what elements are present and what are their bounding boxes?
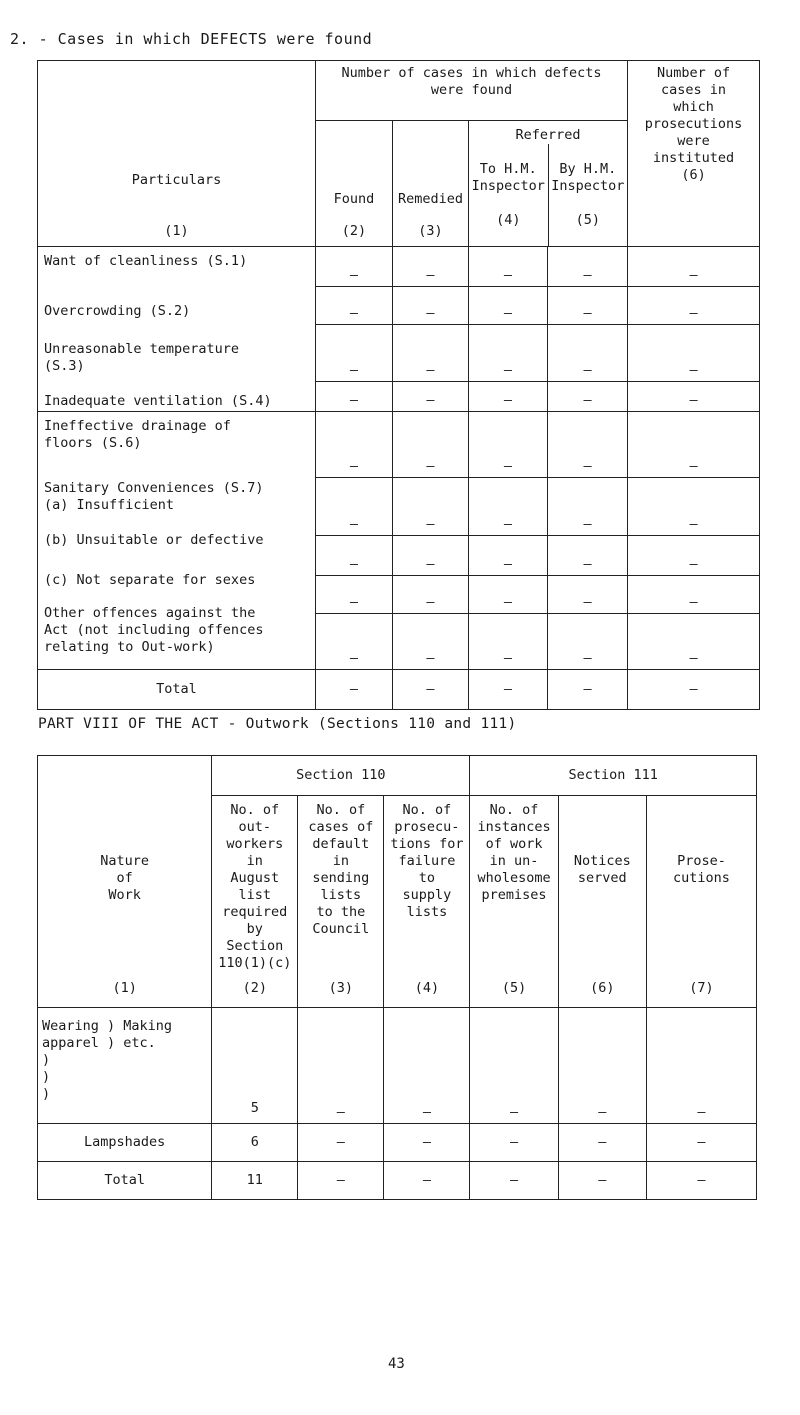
- dash-cell: –: [558, 1124, 646, 1162]
- nature-header-top: [38, 756, 212, 796]
- dash-cell: –: [548, 670, 628, 710]
- dash-cell: –: [316, 287, 393, 325]
- outwork-table: [37, 755, 757, 1200]
- dash-cell: –: [469, 576, 548, 614]
- dash-cell: –: [393, 670, 469, 710]
- dash-cell: –: [316, 412, 393, 478]
- particulars-group-2: Ineffective drainage of floors (S.6) Sanitary Conveniences (S.7) (a) Insufficient (b) Unsuitable or defective (c) Not separate for sexes Other offences against the Act (not including offences relating to Out-work): [38, 412, 316, 670]
- dash-cell: –: [393, 478, 469, 536]
- dash-cell: –: [558, 1162, 646, 1200]
- referred-header: Referred To H.M. Inspector (4) By H.M. Inspector (5): [469, 121, 628, 247]
- dash-cell: –: [316, 536, 393, 576]
- dash-cell: –: [469, 325, 548, 382]
- dash-cell: –: [646, 1162, 756, 1200]
- dash-cell: –: [469, 614, 548, 670]
- dash-cell: –: [628, 325, 760, 382]
- dash-cell: –: [393, 412, 469, 478]
- dash-cell: –: [393, 614, 469, 670]
- dash-cell: –: [393, 247, 469, 287]
- dash-cell: –: [298, 1124, 384, 1162]
- dash-cell: –: [469, 536, 548, 576]
- dash-cell: –: [469, 412, 548, 478]
- dash-cell: –: [628, 536, 760, 576]
- prosecutions-110-header: No. of prosecu- tions for failure to supply lists (4): [384, 796, 470, 1008]
- dash-cell: –: [470, 1008, 558, 1124]
- section-110-header: Section 110: [212, 756, 470, 796]
- dash-cell: –: [316, 247, 393, 287]
- nature-of-work-header: Nature of Work (1): [38, 796, 212, 1008]
- defects-table: [37, 60, 760, 710]
- prosecutions-header: Number of cases in which prosecutions were instituted (6): [628, 61, 760, 247]
- dash-cell: –: [393, 325, 469, 382]
- dash-cell: –: [469, 287, 548, 325]
- part-heading: PART VIII OF THE ACT - Outwork (Sections 110 and 111): [38, 716, 517, 732]
- to-inspector-header: To H.M. Inspector (4): [469, 144, 549, 246]
- unwholesome-premises-header: No. of instances of work in un- wholesome premises (5): [470, 796, 558, 1008]
- default-cases-header: No. of cases of default in sending lists to the Council (3): [298, 796, 384, 1008]
- dash-cell: –: [646, 1124, 756, 1162]
- dash-cell: –: [628, 382, 760, 412]
- dash-cell: –: [628, 614, 760, 670]
- dash-cell: –: [384, 1124, 470, 1162]
- by-inspector-header: By H.M. Inspector (5): [551, 161, 625, 228]
- total-value: 11: [212, 1162, 298, 1200]
- dash-cell: –: [298, 1008, 384, 1124]
- lampshades-label: Lampshades: [38, 1124, 212, 1162]
- dash-cell: –: [316, 478, 393, 536]
- value-cell: 5: [212, 1008, 298, 1124]
- page-number: 43: [388, 1356, 405, 1372]
- dash-cell: –: [470, 1162, 558, 1200]
- dash-cell: –: [628, 478, 760, 536]
- wearing-apparel-label: Wearing ) Making apparel ) etc. ) ) ): [38, 1008, 212, 1124]
- dash-cell: –: [316, 325, 393, 382]
- remedied-header: Remedied (3): [393, 121, 469, 247]
- dash-cell: –: [316, 614, 393, 670]
- dash-cell: –: [384, 1162, 470, 1200]
- defects-group-header: Number of cases in which defects were found: [316, 61, 628, 121]
- dash-cell: –: [469, 670, 548, 710]
- dash-cell: –: [470, 1124, 558, 1162]
- dash-cell: –: [393, 576, 469, 614]
- dash-cell: –: [646, 1008, 756, 1124]
- dash-cell: –: [548, 536, 628, 576]
- dash-cell: –: [548, 287, 628, 325]
- dash-cell: –: [469, 382, 548, 412]
- total-label: Total: [38, 670, 316, 710]
- dash-cell: –: [393, 382, 469, 412]
- total-label: Total: [38, 1162, 212, 1200]
- particulars-header: Particulars (1): [38, 61, 316, 247]
- dash-cell: –: [393, 287, 469, 325]
- notices-served-header: Notices served (6): [558, 796, 646, 1008]
- dash-cell: –: [548, 325, 628, 382]
- prosecutions-111-header: Prose- cutions (7): [646, 796, 756, 1008]
- section-111-header: Section 111: [470, 756, 757, 796]
- dash-cell: –: [316, 576, 393, 614]
- found-header: Found (2): [316, 121, 393, 247]
- outworkers-header: No. of out- workers in August list required by Section 110(1)(c) (2): [212, 796, 298, 1008]
- dash-cell: –: [393, 536, 469, 576]
- dash-cell: –: [548, 576, 628, 614]
- section-heading: 2. - Cases in which DEFECTS were found: [10, 30, 373, 48]
- dash-cell: –: [469, 478, 548, 536]
- dash-cell: –: [316, 382, 393, 412]
- dash-cell: –: [548, 412, 628, 478]
- dash-cell: –: [558, 1008, 646, 1124]
- value-cell: 6: [212, 1124, 298, 1162]
- dash-cell: –: [628, 412, 760, 478]
- dash-cell: –: [469, 247, 548, 287]
- dash-cell: –: [628, 247, 760, 287]
- dash-cell: –: [298, 1162, 384, 1200]
- dash-cell: –: [628, 576, 760, 614]
- dash-cell: –: [548, 247, 628, 287]
- particulars-group-1: Want of cleanliness (S.1) Overcrowding (S.2) Unreasonable temperature (S.3) Inadequate ventilation (S.4): [38, 247, 316, 412]
- dash-cell: –: [548, 382, 628, 412]
- dash-cell: –: [548, 614, 628, 670]
- dash-cell: –: [628, 670, 760, 710]
- dash-cell: –: [316, 670, 393, 710]
- dash-cell: –: [628, 287, 760, 325]
- dash-cell: –: [384, 1008, 470, 1124]
- dash-cell: –: [548, 478, 628, 536]
